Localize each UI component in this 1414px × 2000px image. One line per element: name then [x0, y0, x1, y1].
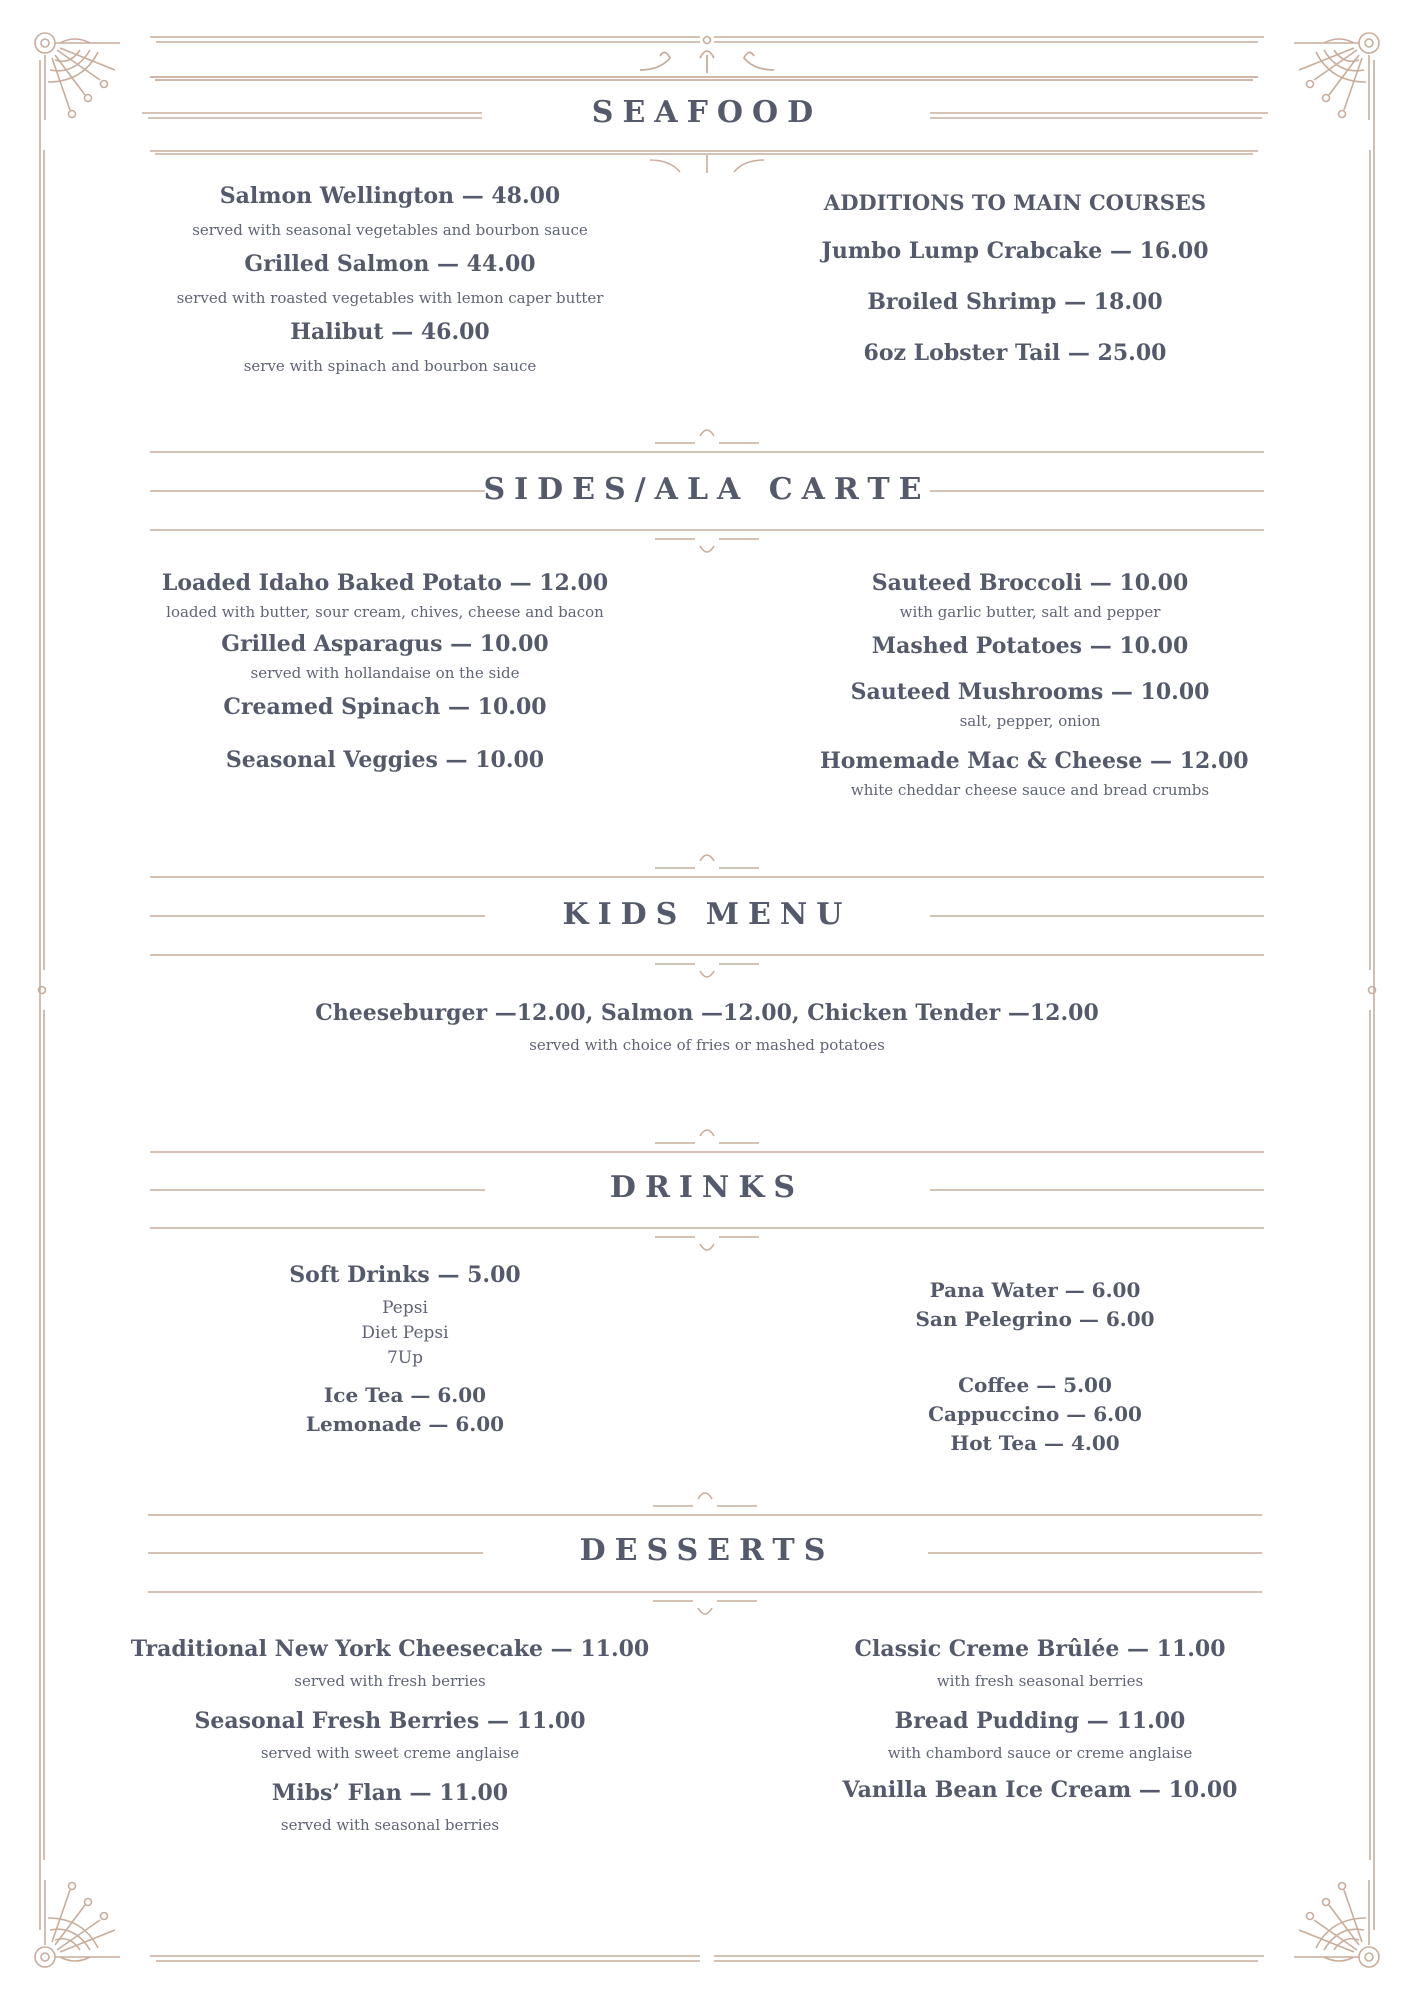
section-heading-drinks: DRINKS — [609, 1170, 805, 1205]
menu-item-desc: with chambord sauce or creme anglaise — [887, 1744, 1193, 1762]
menu-item-desc: served with roasted vegetables with lemon caper butter — [176, 289, 604, 307]
menu-item-desc: served with sweet creme anglaise — [260, 1744, 520, 1762]
menu-item-desc: served with seasonal vegetables and bourbon sauce — [192, 221, 588, 239]
section-heading-kids: KIDS MENU — [562, 897, 852, 932]
drink-item: Coffee — 5.00 — [958, 1373, 1112, 1397]
seafood-left-column — [140, 183, 640, 375]
menu-item-desc: served with hollandaise on the side — [250, 664, 520, 682]
menu-item-name: Grilled Asparagus — 10.00 — [221, 631, 549, 657]
menu-item-name: Grilled Salmon — 44.00 — [244, 251, 536, 277]
kids-items: Cheeseburger —12.00, Salmon —12.00, Chicken Tender —12.00 — [315, 1000, 1099, 1026]
soft-drink-option: Diet Pepsi — [361, 1323, 449, 1343]
menu-item-desc: with garlic butter, salt and pepper — [899, 603, 1161, 621]
menu-item-name: Mashed Potatoes — 10.00 — [871, 633, 1189, 659]
menu-item-name: Mibs’ Flan — 11.00 — [271, 1780, 509, 1806]
menu-item-desc: served with seasonal berries — [280, 1816, 500, 1834]
section-heading-seafood: SEAFOOD — [591, 95, 823, 130]
addition-item: 6oz Lobster Tail — 25.00 — [863, 340, 1167, 366]
drink-item: Lemonade — 6.00 — [305, 1412, 505, 1436]
desserts-left-column — [130, 1636, 650, 1834]
additions-column — [800, 190, 1230, 366]
drink-item: Hot Tea — 4.00 — [950, 1431, 1120, 1455]
menu-item-desc: with fresh seasonal berries — [936, 1672, 1144, 1690]
menu-item-name: Homemade Mac & Cheese — 12.00 — [820, 748, 1249, 774]
addition-item: Broiled Shrimp — 18.00 — [867, 289, 1163, 315]
soft-drink-option: 7Up — [386, 1348, 424, 1368]
desserts-right-column — [820, 1636, 1260, 1803]
sides-right-column — [820, 570, 1249, 799]
kids-column — [0, 1000, 1414, 1054]
menu-item-name: Classic Creme Brûlée — 11.00 — [854, 1636, 1226, 1662]
menu-item-name: Bread Pudding — 11.00 — [894, 1708, 1186, 1734]
menu-item-name: Sauteed Broccoli — 10.00 — [871, 570, 1189, 596]
drink-item: Pana Water — 6.00 — [929, 1278, 1141, 1302]
menu-item-name: Halibut — 46.00 — [290, 319, 490, 345]
soft-drink-option: Pepsi — [382, 1298, 428, 1318]
menu-item-desc: salt, pepper, onion — [959, 712, 1101, 730]
soft-drinks: Soft Drinks — 5.00 — [289, 1262, 521, 1288]
menu-item-name: Sauteed Mushrooms — 10.00 — [850, 679, 1210, 705]
kids-desc: served with choice of fries or mashed potatoes — [529, 1036, 885, 1054]
menu-item-name: Salmon Wellington — 48.00 — [219, 183, 561, 209]
menu-item-name: Loaded Idaho Baked Potato — 12.00 — [161, 570, 609, 596]
menu-item-name: Vanilla Bean Ice Cream — 10.00 — [842, 1777, 1238, 1803]
drink-item: Cappuccino — 6.00 — [928, 1402, 1142, 1426]
menu-item-name: Seasonal Veggies — 10.00 — [225, 747, 545, 773]
menu-item-desc: loaded with butter, sour cream, chives, cheese and bacon — [166, 603, 604, 621]
sides-left-column — [140, 570, 630, 773]
drink-item: Ice Tea — 6.00 — [323, 1383, 487, 1407]
menu-item-desc: white cheddar cheese sauce and bread crumbs — [850, 781, 1210, 799]
drinks-right-column — [870, 1276, 1200, 1458]
menu-item-name: Creamed Spinach — 10.00 — [223, 694, 547, 720]
drinks-left-column — [240, 1262, 570, 1439]
drink-item: San Pelegrino — 6.00 — [915, 1307, 1155, 1331]
menu-item-desc: serve with spinach and bourbon sauce — [243, 357, 537, 375]
menu-item-name: Seasonal Fresh Berries — 11.00 — [194, 1708, 586, 1734]
section-heading-sides: SIDES/ALA CARTE — [483, 472, 931, 507]
menu-item-desc: served with fresh berries — [294, 1672, 486, 1690]
section-heading-desserts: DESSERTS — [579, 1533, 835, 1568]
addition-item: Jumbo Lump Crabcake — 16.00 — [821, 238, 1209, 264]
additions-heading: ADDITIONS TO MAIN COURSES — [823, 190, 1207, 215]
menu-item-name: Traditional New York Cheesecake — 11.00 — [130, 1636, 650, 1662]
